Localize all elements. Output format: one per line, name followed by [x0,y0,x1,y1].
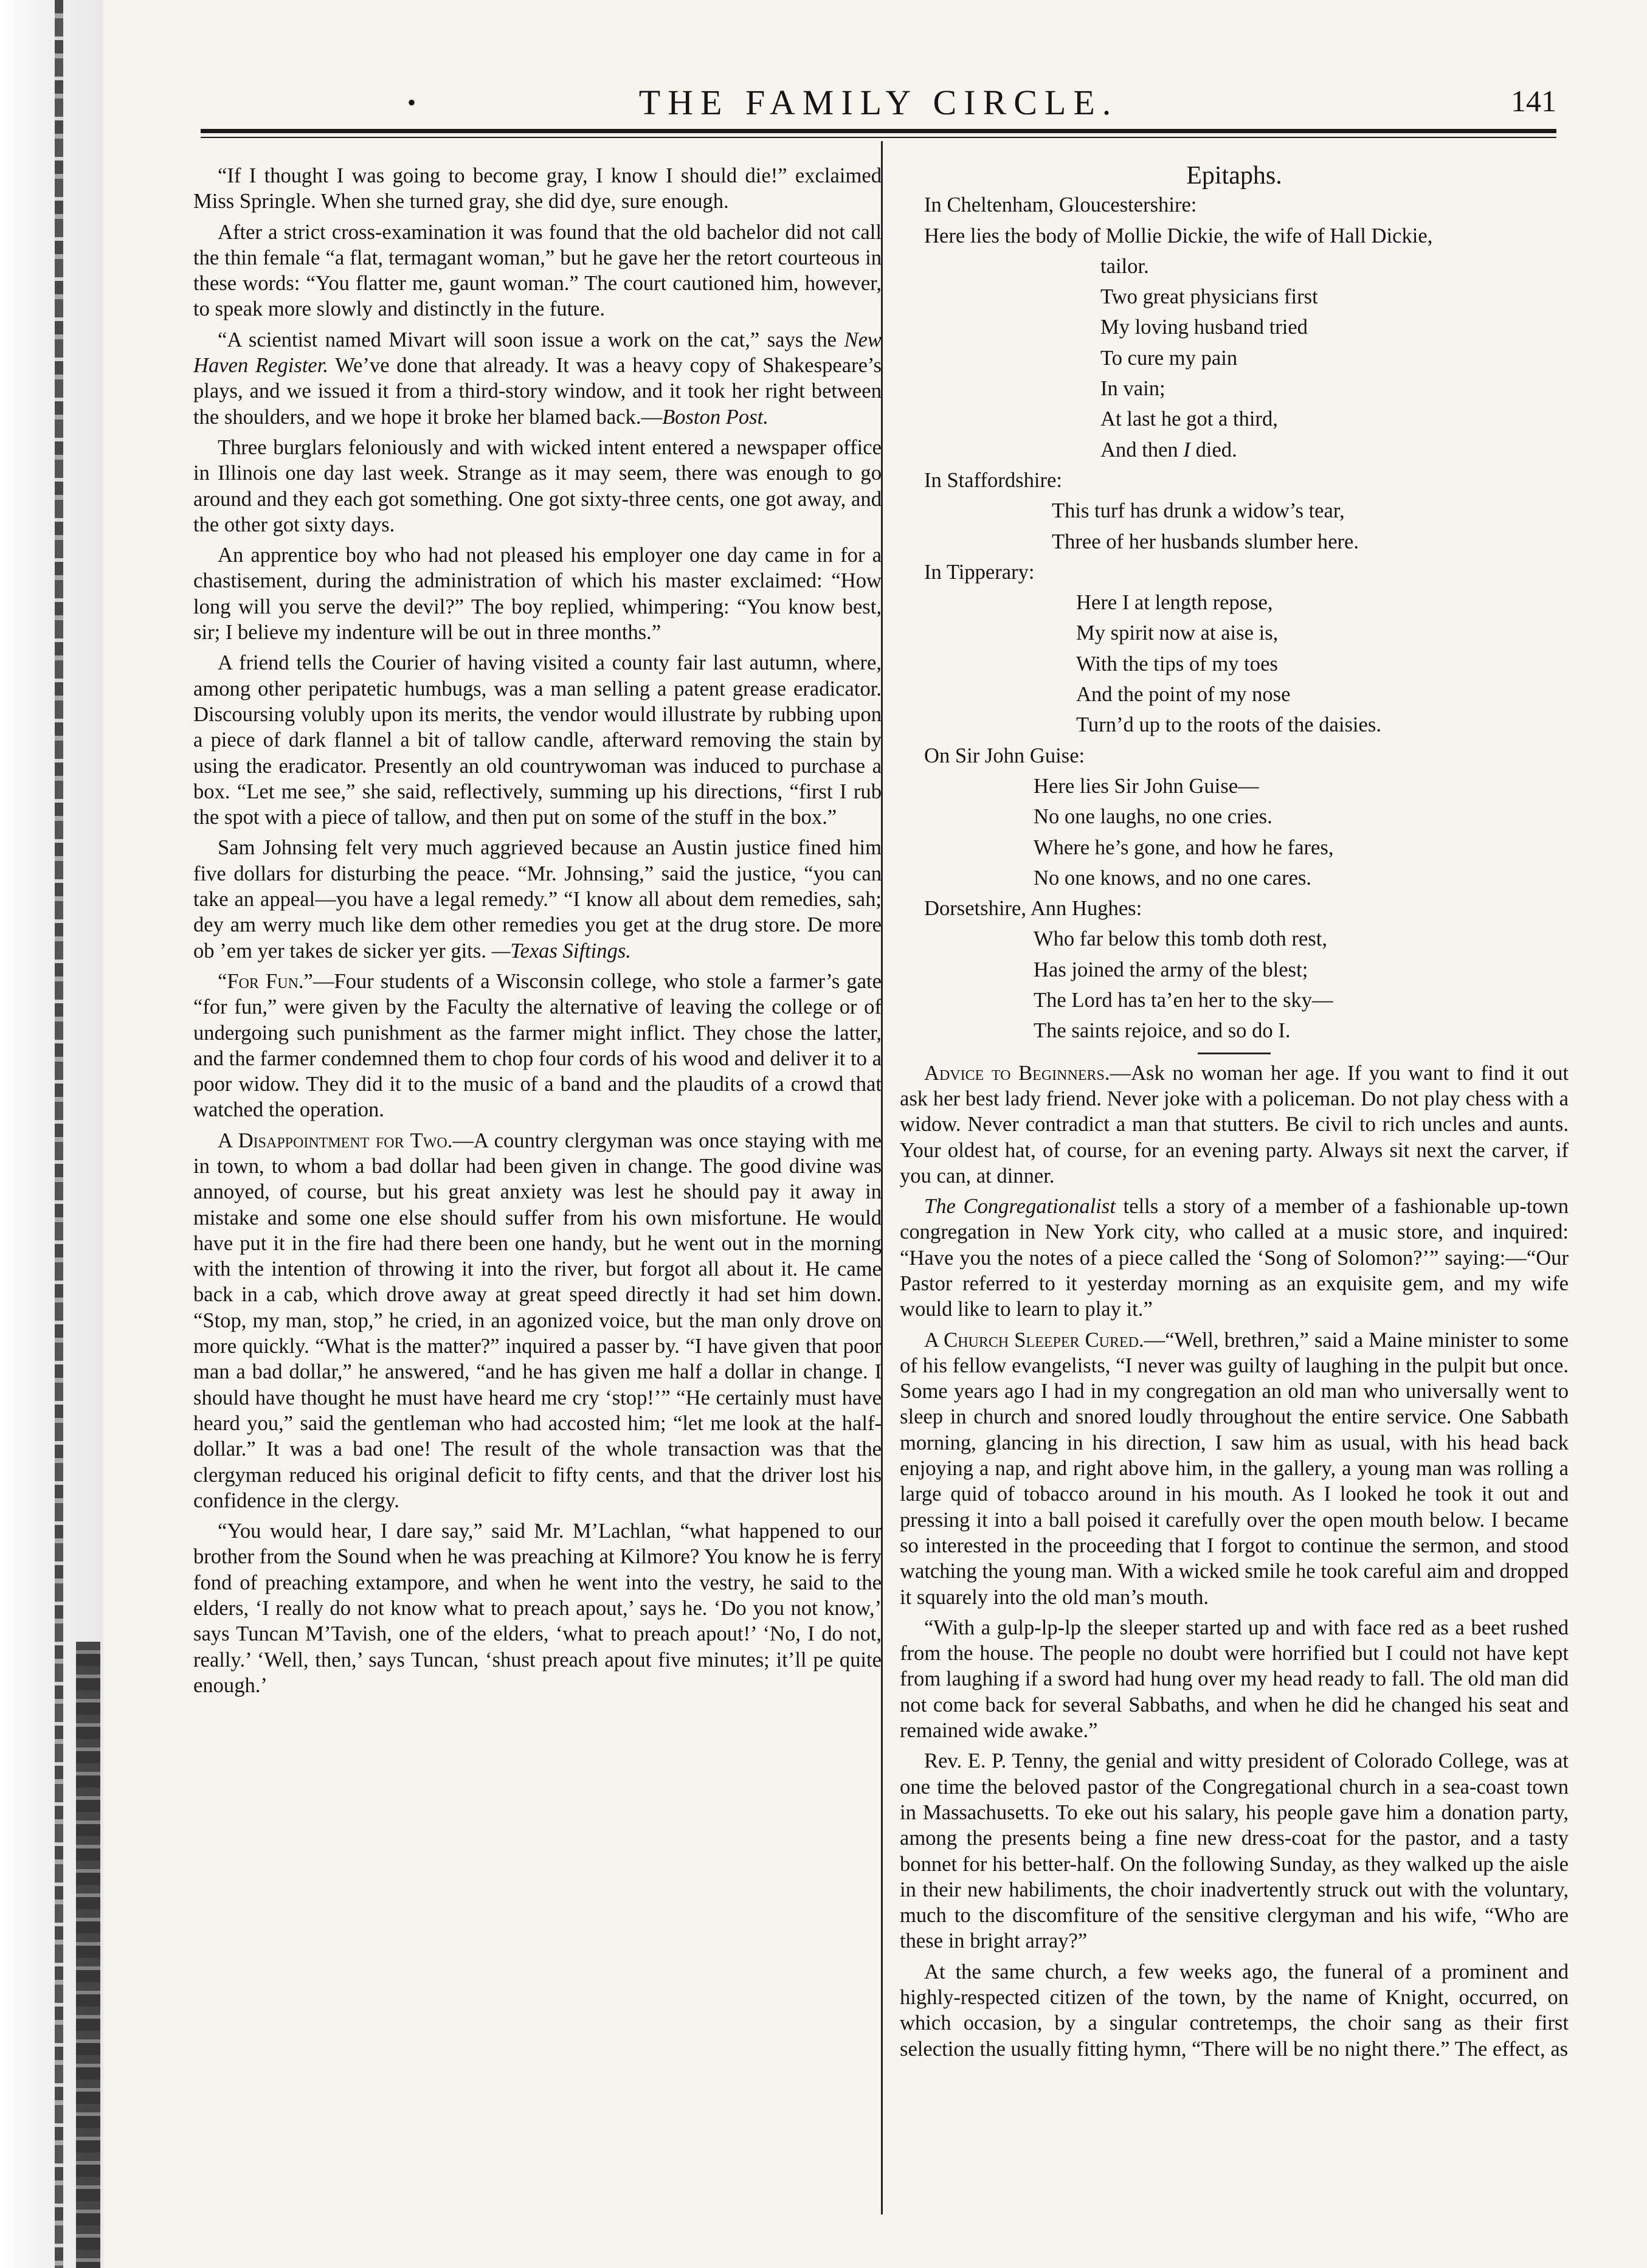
header-ornament: • [407,89,416,116]
item-gulp: “With a gulp-lp-lp the sleeper started up and with face red as a beet rushed from the house. The people no doubt were horrified but I could not have kept from laughing if a sword had hung over my head ready to fall. The old man did not come back for several Sabbaths, and when he did he changed his seat and remained wide awake.” [900,1616,1569,1743]
item-for-fun [193,969,882,1123]
item-text: —Ask no woman her age. If you want to find it out ask her best lady friend. Never joke with a policeman. Do not play chess with a widow. Never contradict a man that stutters. Be civil to rich uncles and aunts. Your oldest hat, of course, for an evening party. Always sit next the carver, if you can, at dinner. [900,1061,1569,1188]
verse-text: And then [1100,438,1178,462]
item-sam-johnsing [193,835,882,963]
item-disappointment [193,1128,882,1513]
epitaph-verse: This turf has drunk a widow’s tear, [1052,499,1345,523]
source-credit: The Congregationalist [924,1195,1116,1219]
item-funeral: At the same church, a few weeks ago, the funeral of a prominent and highly-respected citizen of the town, by the name of Knight, occurred, on which occasion, by a singular contretemps, the choir sang as their first selection the usually fitting hymn, “There will be no night there.” The effect, as [900,1960,1569,2061]
verse-text-italic: I [1183,438,1190,462]
epitaph-verse: Has joined the army of the blest; [1034,958,1308,981]
epitaph-verse: And the point of my nose [1076,683,1291,707]
item-church-sleeper [900,1327,1569,1610]
item-gaunt-woman: After a strict cross-examination it was found that the old bachelor did not call the thin female “a flat, termagant woman,” but he gave her the retort courteous in these words: “You flatter me, gaunt woman.” The court cautioned him, however, to speak more slowly and distinctly in the future. [193,220,882,321]
item-apprentice: An apprentice boy who had not pleased his employer one day came in for a chastisement, during the administration of which his master exclaimed: “How long will you serve the devil?” The boy replied, whimpering: “You know best, sir; I believe my indenture will be out in three months.” [193,544,882,645]
binding-stitching [55,0,63,2268]
item-text: We’ve done that already. It was a heavy copy of Shakespeare’s plays, and we issued it from a third-story window, and it took her right between the shoulders, and we hope it broke her blamed back.— [193,354,882,429]
page-number: 141 [1511,84,1556,118]
right-column [900,163,1569,2067]
epitaph-verse: No one laughs, no one cries. [1034,805,1272,829]
item-heading: A Church Sleeper Cured. [924,1328,1144,1352]
header-rule-thin [201,137,1556,138]
epitaph-location: In Cheltenham, Gloucestershire: [924,193,1197,217]
source-credit: New Haven Register. [193,328,882,378]
header-rule-thick [201,129,1556,133]
publication-title: THE FAMILY CIRCLE. [638,83,1119,122]
epitaph-line: Here lies the body of Mollie Dickie, the wife of Hall Dickie, [924,224,1433,247]
epitaph-verse: Who far below this tomb doth rest, [1034,927,1328,951]
epitaph-verse: The Lord has ta’en her to the sky— [1034,989,1333,1012]
item-heading: “For Fun.” [218,969,313,993]
item-gray-dye: “If I thought I was going to become gray, I know I should die!” exclaimed Miss Springle. When she turned gray, she did dye, sure enough. [193,164,882,213]
epitaph-location: On Sir John Guise: [924,744,1085,767]
item-heading: Advice to Beginners. [924,1061,1110,1085]
item-text: —“Well, brethren,” said a Maine minister to some of his fellow evangelists, “I never was guilty of laughing in the pulpit but once. Some years ago I had in my congregation an old man who universally went to sleep in church and snored loudly throughout the entire service. One Sabbath morning, glancing in his direction, I saw him as usual, with his head back enjoying a nap, and right above him, in the gallery, a young man was rolling a large quid of tobacco around in his mouth. As I looked he took it out and pressing it into a ball poised it carefully over the open mouth below. I became so interested in the proceeding that I forgot to continue the sermon, and stood watching the young man. With a wicked smile he took careful aim and dropped it squarely into the old man’s mouth. [900,1328,1569,1609]
left-column [193,163,882,1703]
item-rev-tenny: Rev. E. P. Tenny, the genial and witty president of Colorado College, was at one time the beloved pastor of the Congregational church in a sea-coast town in Massachusetts. To eke out his salary, his people gave him a donation party, among the presents being a fine new dress-coat for the pastor, and a tasty bonnet for his better-half. On the following Sunday, as they walked up the aisle in their new habiliments, the choir inadvertently struck out with the voluntary, much to the discomfiture of the sensitive clergyman and his wife, “Who are these in bright array?” [900,1749,1569,1953]
section-divider [1198,1053,1271,1054]
epitaph-verse: In vain; [1100,377,1165,401]
epitaph-verse: Turn’d up to the roots of the daisies. [1076,713,1381,737]
epitaph-verse: To cure my pain [1100,346,1238,370]
epitaph-location: In Tipperary: [924,560,1035,584]
epitaph-line: tailor. [1100,254,1149,278]
epitaph-verse: Three of her husbands slumber here. [1052,530,1359,553]
item-heading: A Disappointment for Two. [218,1129,453,1152]
running-header [201,82,1556,131]
source-credit: —Texas Siftings. [491,939,631,963]
verse-text: died. [1195,438,1237,462]
item-text: tells a story of a member of a fashionable up-town congregation in New York city, who called at a music store, and inquired: “Have you the notes of a piece called the ‘Song of Solomon?’” saying:—“Our Pastor referred to it yesterday morning as an exquisite gem, and my wife would like to learn to play it.” [900,1195,1569,1321]
epitaph-verse: Here lies Sir John Guise— [1034,774,1259,798]
epitaph-verse: Where he’s gone, and how he fares, [1034,835,1334,859]
item-grease-eradicator: A friend tells the Courier of having visited a county fair last autumn, where, among other peripatetic humbugs, was a man selling a patent grease eradicator. Discoursing volubly upon its merits, the vendor would illustrate by rubbing upon a piece of dark flannel a bit of tallow candle, afterward removing the stain by using the eradicator. Presently an old countrywoman was induced to purchase a box. “Let me see,” she said, reflectively, summing up his directions, “first I rub the spot with a piece of tallow, and then put on some of the stuff in the box.” [193,651,882,829]
item-mlachlan: “You would hear, I dare say,” said Mr. M’Lachlan, “what happened to our brother from the Sound when he was preaching at Kilmore? You know he is ferry fond of preaching extampore, and when he went into the vestry, he said to the elders, ‘I really do not know what to preach apout,’ says he. ‘Do you not know,’ says Tuncan M’Tavish, one of the elders, ‘what to preach apout!’ ‘No, I do not, really.’ ‘Well, then,’ says Tuncan, ‘shust preach apout five minutes; it’ll pe quite enough.’ [193,1519,882,1697]
epitaph-verse: With the tips of my toes [1076,652,1278,676]
source-credit: Boston Post. [662,405,768,429]
epitaph-location: In Staffordshire: [924,468,1062,492]
epitaph-verse: The saints rejoice, and so do I. [1034,1019,1291,1043]
item-text: Sam Johnsing felt very much aggrieved because an Austin justice fined him five dollars for disturbing the peace. “Mr. Johnsing,” said the justice, “you can take an appeal—you have a legal remedy.” “I know all about dem remedies, sah; dey am werry much like dem other remedies you get at the drug store. De more ob ’em yer takes de sicker yer gits. [193,836,882,963]
item-text: “A scientist named Mivart will soon issue a work on the cat,” says the [218,328,837,351]
epitaph-verse: Two great physicians first [1100,285,1318,309]
item-mivart-cat [193,327,882,430]
item-advice-beginners [900,1060,1569,1189]
item-song-of-solomon [900,1194,1569,1322]
epitaph-location: Dorsetshire, Ann Hughes: [924,897,1142,921]
epitaph-verse: At last he got a third, [1100,407,1278,431]
epitaph-verse [900,437,1569,463]
item-text: —A country clergyman was once staying with me in town, to whom a bad dollar had been given in change. The good divine was annoyed, of course, but his great anxiety was lest he should pay it away in mistake and some one else should suffer from his own misfortune. He would have put it in the fire had there been one handy, but he went out in the morning with the intention of throwing it into the river, but forgot all about it. He came back in a cab, which drove away at great speed directly it had set him down. “Stop, my man, stop,” he cried, in an agonized voice, but the man only drove on more quickly. “What is the matter?” inquired a passer by. “I have given that poor man a bad dollar,” he answered, “and he has given me half a dollar in change. I should have thought he must have heard me cry ‘stop!’” “He certainly must have heard you,” said the gentleman who had accosted him; “let me look at the half-dollar.” It was a bad one! The result of the whole transaction was that the clergyman reduced his original deficit to fifty cents, and that the driver lost his confidence in the clergy. [193,1129,882,1512]
section-heading-epitaphs: Epitaphs. [1186,162,1282,190]
item-text: —Four students of a Wisconsin college, who stole a farmer’s gate “for fun,” were given by the Faculty the alternative of leaving the college or of undergoing such punishment as the farmer might inflict. They chose the latter, and the farmer condemned them to chop four cords of his wood and deliver it to a poor widow. They did it to the music of a band and the plaudits of a crowd that watched the operation. [193,969,882,1122]
epitaph-verse: My loving husband tried [1100,316,1308,339]
epitaph-verse: My spirit now at aise is, [1076,621,1279,645]
epitaph-verse: No one knows, and no one cares. [1034,866,1312,890]
binding-stitching-lower [76,1642,100,2268]
epitaph-verse: Here I at length repose, [1076,591,1273,615]
item-burglars: Three burglars feloniously and with wicked intent entered a newspaper office in Illinois one day last week. Strange as it may seem, there was enough to go around and they each got something. One got sixty-three cents, one got away, and the other got sixty days. [193,435,882,536]
